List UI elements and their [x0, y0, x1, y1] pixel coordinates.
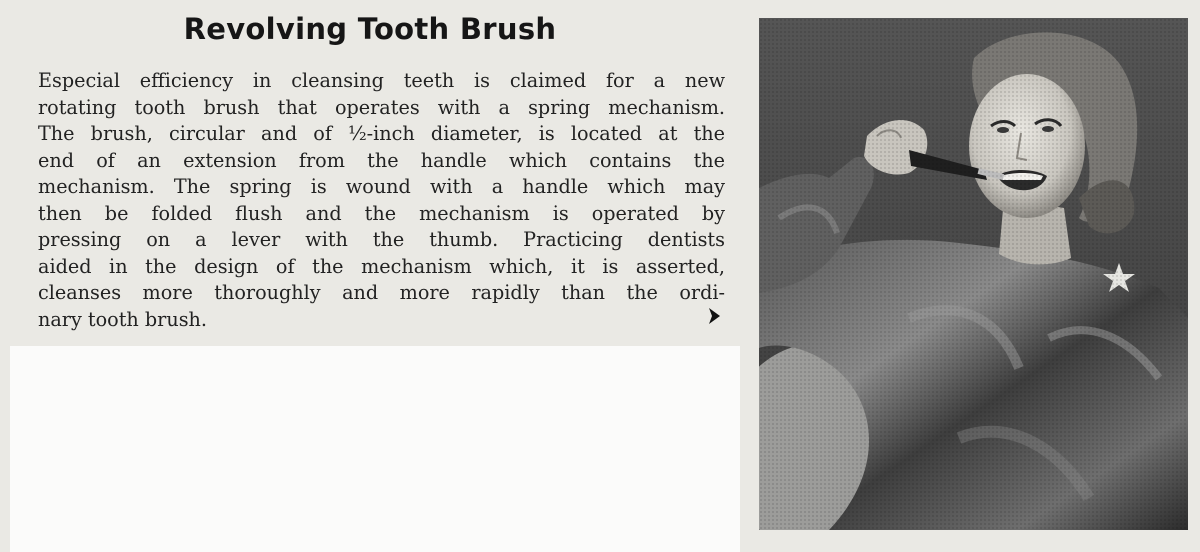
woman-brushing-teeth-photo [759, 18, 1188, 530]
body-line: aided in the design of the mechanism which, it is asserted, [38, 254, 725, 278]
chevron-right-icon [706, 305, 724, 327]
body-line: The brush, circular and of ½-inch diameter, is located at the [38, 122, 725, 145]
body-line: cleanses more thoroughly and more rapidly than the ordi- [38, 281, 725, 304]
body-line: then be folded flush and the mechanism is operated by [38, 201, 725, 225]
body-line: rotating tooth brush that operates with a spring mechanism. [38, 95, 725, 119]
body-line: mechanism. The spring is wound with a handle which may [38, 175, 725, 198]
body-line: Especial efficiency in cleansing teeth is claimed for a new [38, 69, 725, 92]
body-line: nary tooth brush. [38, 307, 208, 331]
article-title: Revolving Tooth Brush [183, 12, 557, 46]
blank-area [10, 346, 740, 552]
body-line: end of an extension from the handle which contains the [38, 148, 725, 172]
article-body [38, 68, 725, 333]
body-line: pressing on a lever with the thumb. Practicing dentists [38, 228, 725, 251]
